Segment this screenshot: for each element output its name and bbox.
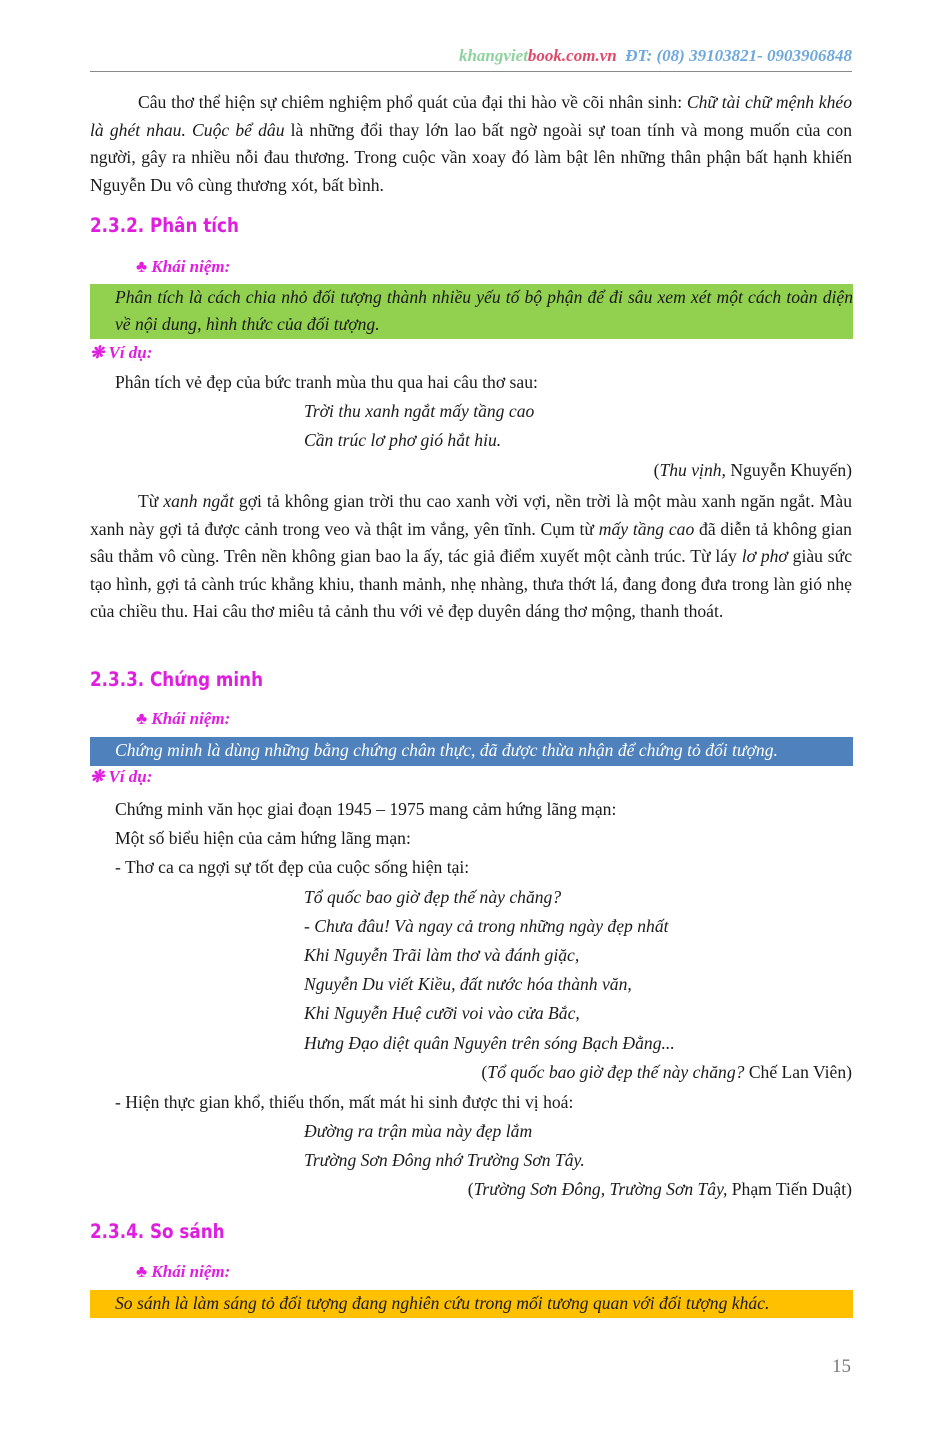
header-site-name: khangviet [458, 46, 528, 65]
example-intro-phan-tich: Phân tích vẻ đẹp của bức tranh mùa thu qua hai câu thơ sau: [115, 372, 538, 392]
concept-label-phan-tich: ♣ Khái niệm: [136, 257, 231, 276]
example-line: Một số biểu hiện của cảm hứng lãng mạn: [115, 828, 411, 848]
poem-line: Hưng Đạo diệt quân Nguyên trên sóng Bạch Đằng... [304, 1033, 675, 1053]
poem-line: Trời thu xanh ngắt mấy tầng cao [304, 401, 535, 421]
poem-line: Khi Nguyễn Trãi làm thơ và đánh giặc, [304, 945, 580, 965]
poem-line: Trường Sơn Đông nhớ Trường Sơn Tây. [304, 1150, 585, 1170]
heading-so-sanh: 2.3.4. So sánh [90, 1220, 225, 1243]
poem-source: (Trường Sơn Đông, Trường Sơn Tây, Phạm Tiến Duật) [467, 1179, 852, 1199]
concept-box-so-sanh: So sánh là làm sáng tỏ đối tượng đang nghiên cứu trong mối tương quan với đối tượng khác. [90, 1290, 853, 1318]
concept-label-chung-minh: ♣ Khái niệm: [136, 709, 231, 728]
analysis-paragraph: Từ xanh ngắt gợi tả không gian trời thu cao xanh vời vợi, nền trời là một màu xanh ngăn ngắt. Màu xanh này gợi tả được cảnh trong veo và thật im vắng, yên tĩnh. Cụm từ mấy tầng cao đã diễn tả không gian sâu thẳm vô cùng. Trên nền không gian bao la ấy, tác giả điểm xuyết một cành trúc. Từ láy lơ phơ giàu sức tạo hình, gợi tả cành trúc khẳng khiu, thanh mảnh, nhẹ nhàng, thưa thớt lá, đang đong đưa trong làn gió nhẹ của chiều thu. Hai câu thơ miêu tả cảnh thu với vẻ đẹp duyên dáng thơ mộng, thanh thoát. [90, 491, 853, 622]
page-header [90, 46, 852, 66]
heading-phan-tich: 2.3.2. Phân tích [90, 214, 239, 237]
header-divider [90, 71, 852, 72]
heading-chung-minh: 2.3.3. Chứng minh [90, 668, 264, 691]
poem-line: Tổ quốc bao giờ đẹp thế này chăng? [304, 887, 562, 907]
poem-line: Khi Nguyễn Huệ cưỡi voi vào cửa Bắc, [304, 1003, 580, 1023]
concept-box-phan-tich: Phân tích là cách chia nhỏ đối tượng thành nhiều yếu tố bộ phận để đi sâu xem xét một cách toàn diện về nội dung, hình thức của đối tượng. [90, 284, 853, 339]
page-number: 15 [832, 1356, 851, 1377]
bullet-line: - Hiện thực gian khổ, thiếu thốn, mất mát hi sinh được thi vị hoá: [115, 1092, 574, 1112]
poem-source: (Tổ quốc bao giờ đẹp thế này chăng? Chế Lan Viên) [481, 1062, 852, 1082]
concept-box-chung-minh: Chứng minh là dùng những bằng chứng chân thực, đã được thừa nhận để chứng tỏ đối tượng. [90, 737, 853, 766]
concept-label-so-sanh: ♣ Khái niệm: [136, 1262, 231, 1281]
header-site-domain: book.com.vn [527, 46, 617, 65]
example-line: Chứng minh văn học giai đoạn 1945 – 1975 mang cảm hứng lãng mạn: [115, 799, 617, 819]
poem-line: Cần trúc lơ phơ gió hắt hiu. [304, 430, 502, 450]
poem-line: Đường ra trận mùa này đẹp lắm [304, 1121, 533, 1141]
example-label-chung-minh: ❋ Ví dụ: [90, 767, 153, 786]
intro-paragraph: Câu thơ thể hiện sự chiêm nghiệm phổ quát của đại thi hào về cõi nhân sinh: Chữ tài chữ mệnh khéo là ghét nhau. Cuộc bể dâu là những đổi thay lớn lao bất ngờ ngoài sự toan tính và mong muốn của con người, gây ra nhiều nỗi đau thương. Trong cuộc vần xoay đó làm bật lên những thân phận bất hạnh khiến Nguyễn Du vô cùng thương xót, bất bình. [90, 92, 852, 195]
header-phone: ĐT: (08) 39103821- 0903906848 [625, 46, 852, 65]
poem-source: (Thu vịnh, Nguyễn Khuyến) [653, 460, 852, 480]
poem-line: Nguyễn Du viết Kiều, đất nước hóa thành văn, [304, 974, 632, 994]
poem-line: - Chưa đâu! Và ngay cả trong những ngày đẹp nhất [304, 916, 669, 936]
bullet-line: - Thơ ca ca ngợi sự tốt đẹp của cuộc sống hiện tại: [115, 857, 470, 877]
example-label-phan-tich: ❋ Ví dụ: [90, 343, 153, 362]
